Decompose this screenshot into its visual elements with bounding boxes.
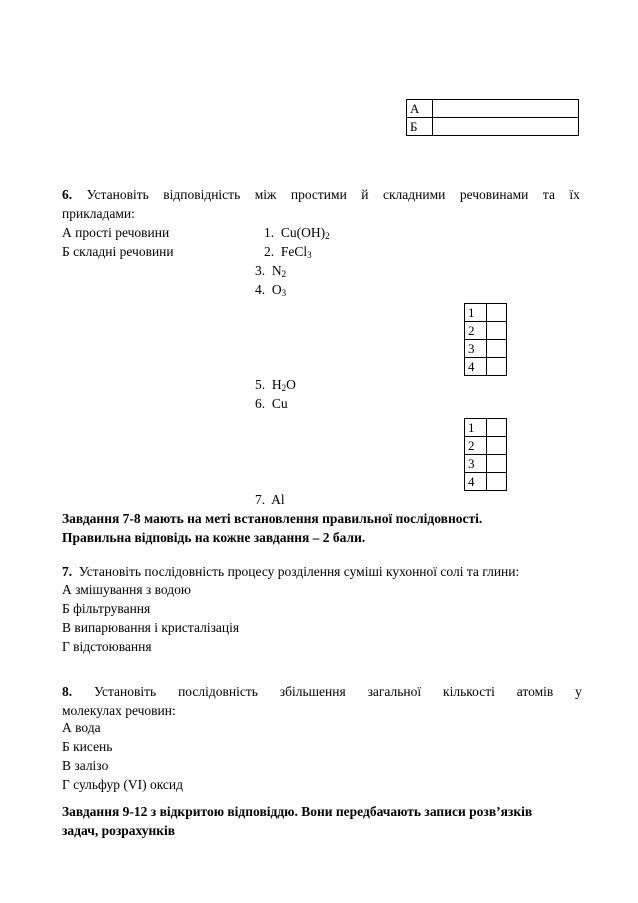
q6-left-b: Б складні речовини (62, 244, 174, 259)
q8-word: послідовність (178, 684, 258, 699)
answer-cell[interactable] (487, 455, 507, 473)
q6-option-4: 4. $O_3$ (255, 282, 287, 298)
answer-cell[interactable] (487, 437, 507, 455)
table-row: 1 (465, 304, 507, 322)
q8-word: загальної (367, 684, 422, 699)
q8-word: кількості (443, 684, 495, 699)
q8-option-a: А вода (62, 720, 101, 735)
row-label: Б (407, 118, 433, 136)
q6-word: їх (569, 187, 580, 202)
table-row: 4 (465, 358, 507, 376)
answer-cell[interactable] (487, 340, 507, 358)
q6-word: відповідність (163, 187, 241, 202)
table-row (407, 100, 579, 118)
section-header-9-12-line1: Завдання 9-12 з відкритою відповіддю. Вони передбачають записи розв’язків (62, 804, 533, 819)
q8-line2: молекулах речовин: (62, 703, 176, 718)
table-row: 2 (465, 437, 507, 455)
table-row: 2 (465, 322, 507, 340)
q6-word: речовинами (459, 187, 529, 202)
q6-option-1: 1. $Cu(OH)_2$ (264, 225, 330, 241)
q6-word: та (542, 187, 555, 202)
answer-table-top (406, 99, 579, 136)
row-label: А (407, 100, 433, 118)
q6-line1 (62, 187, 580, 203)
q8-option-b: Б кисень (62, 739, 113, 754)
q7-option-d: Г відстоювання (62, 639, 152, 654)
q6-option-5: 5. $H_2O$ (255, 377, 296, 393)
q6-word: між (254, 187, 277, 202)
q7-option-a: А змішування з водою (62, 582, 191, 597)
q7-option-c: В випарювання і кристалізація (62, 620, 240, 635)
table-row: 3 (465, 455, 507, 473)
answer-cell[interactable] (487, 473, 507, 491)
q8-word: Установіть (94, 684, 157, 699)
q7-text: 7. Установіть послідовність процесу розділення суміші кухонної солі та глини: (62, 564, 520, 579)
q6-word: й (361, 187, 369, 202)
q6-word: простими (290, 187, 347, 202)
table-row (407, 118, 579, 136)
q8-word: збільшення (279, 684, 346, 699)
q8-option-c: В залізо (62, 758, 109, 773)
q6-option-3: 3. $N_2$ (255, 263, 287, 279)
q6-option-2: 2. FeCl$_3$ (264, 244, 312, 260)
table-row: 4 (465, 473, 507, 491)
q6-word: складними (383, 187, 446, 202)
q8-option-d: Г сульфур (VI) оксид (62, 777, 183, 792)
answer-table-q6-a (464, 303, 507, 376)
q6-number: 6. (62, 187, 73, 202)
q6-line2: прикладами: (62, 206, 135, 221)
answer-cell[interactable] (487, 419, 507, 437)
q6-option-6: 6. Cu (255, 396, 288, 411)
section-header-7-8-line1: Завдання 7-8 мають на меті встановлення правильної послідовності. (62, 511, 483, 526)
answer-cell[interactable] (487, 322, 507, 340)
section-header-9-12-line2: задач, розрахунків (62, 823, 176, 838)
answer-cell[interactable] (433, 118, 579, 136)
answer-cell[interactable] (433, 100, 579, 118)
answer-table-q6-b (464, 418, 507, 491)
q7-number: 7. (62, 564, 73, 579)
table-row: 3 (465, 340, 507, 358)
q6-word: Установіть (86, 187, 149, 202)
answer-cell[interactable] (487, 358, 507, 376)
q8-word: у (575, 684, 582, 699)
section-header-7-8-line2: Правильна відповідь на кожне завдання – 2 бали. (62, 530, 366, 545)
q8-line1 (62, 684, 582, 700)
q8-number: 8. (62, 684, 73, 699)
q7-option-b: Б фільтрування (62, 601, 151, 616)
q6-left-a: А прості речовини (62, 225, 170, 240)
q8-word: атомів (516, 684, 554, 699)
q6-option-7: 7. Al (255, 492, 285, 507)
answer-cell[interactable] (487, 304, 507, 322)
table-row: 1 (465, 419, 507, 437)
